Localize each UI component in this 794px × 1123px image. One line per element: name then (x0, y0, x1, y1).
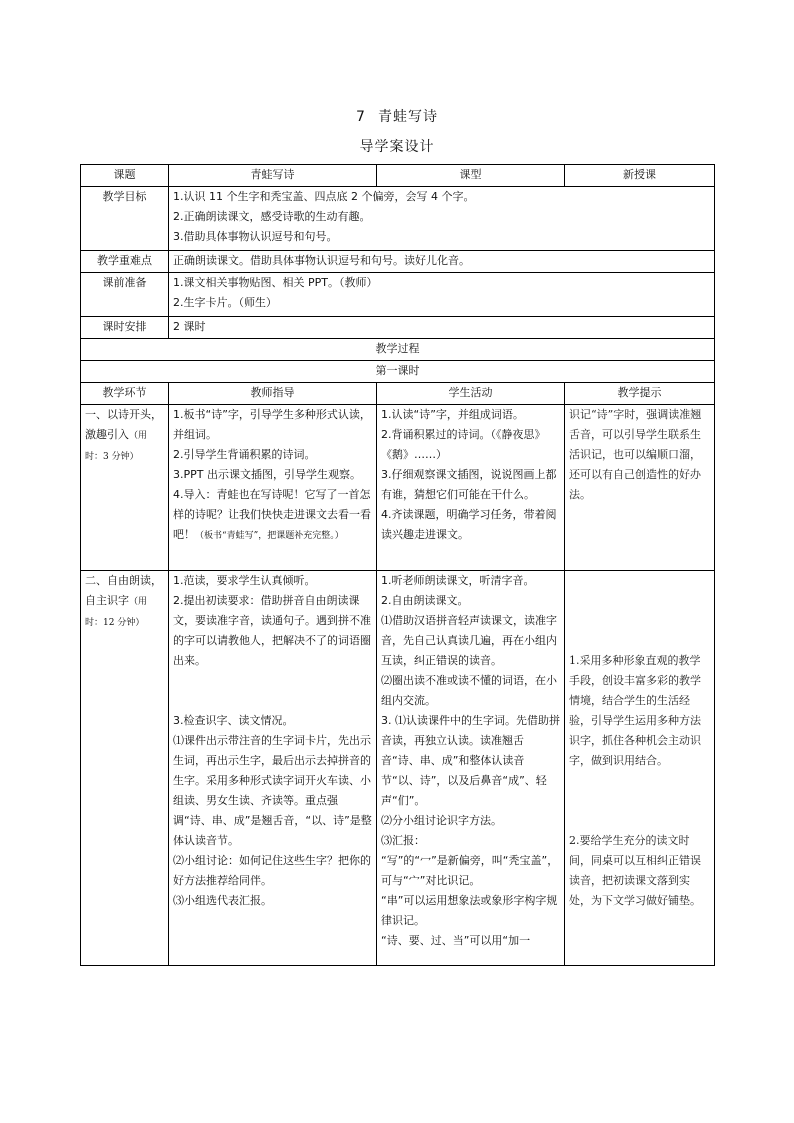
goal-item: 3.借助具体事物认识逗号和句号。 (173, 230, 338, 243)
goals-label: 教学目标 (81, 187, 169, 251)
stage2-name (81, 571, 169, 966)
teacher-step: 1.范读，要求学生认真倾听。 (173, 574, 316, 587)
teacher-step-note: （板书“青蛙写”，把课题补充完整。） (195, 531, 344, 541)
teacher-step: ⑴课件出示带注音的生字词卡片，先出示生词，再出示生字，最后出示去掉拼音的生字。采用多种形式读字词开火车读、小组读、男女生读、齐读等。重点强调“诗、串、成”是翘舌音，“以、诗”是整体认读音节。 (173, 734, 372, 847)
process-title-row (81, 339, 715, 361)
document-subtitle: 导学案设计 (359, 139, 435, 155)
teacher-step: ⑵小组讨论：如何记住这些生字？把你的好方法推荐给同伴。 (173, 854, 371, 887)
student-step: 4.齐读课题，明确学习任务，带着阅读兴趣走进课文。 (381, 508, 557, 541)
process-title: 教学过程 (81, 339, 715, 361)
prep-cell (169, 273, 715, 317)
stage1-student (377, 405, 565, 571)
goal-item: 1.认识 11 个生字和秃宝盖、四点底 2 个偏旁，会写 4 个字。 (173, 190, 475, 203)
stage2-duration: （用时：12 分钟） (85, 597, 148, 628)
column-header-row (81, 383, 715, 405)
prep-item: 1.课文相关事物贴图、相关 PPT。（教师） (173, 276, 378, 289)
student-step: 3. ⑴认读课件中的生字词。先借助拼音读，再独立认读。读准翘舌音“诗、串、成”和整体认读音节“以、诗”，以及后鼻音“成”、轻声“们”。 (381, 714, 560, 807)
teacher-step: 3.PPT 出示课文插图，引导学生观察。 (173, 468, 361, 481)
spacer (173, 671, 372, 691)
goals-cell (169, 187, 715, 251)
schedule-row (81, 317, 715, 339)
student-step: 3.仔细观察课文插图，说说图画上都有谁，猜想它们可能在干什么。 (381, 468, 557, 501)
stage1-name (81, 405, 169, 571)
lesson-title-row (81, 361, 715, 383)
student-step: ⑵圈出读不准或读不懂的词语，在小组内交流。 (381, 674, 557, 707)
prep-item: 2.生字卡片。（师生） (173, 296, 277, 309)
student-step: ⑵分小组讨论识字方法。 (381, 814, 502, 827)
stage2-tip: 2.要给学生充分的读文时间，同桌可以互相纠正错误读音，把初读课文落到实处，为下文学习做好铺垫。 (569, 834, 701, 907)
period-title: 第一课时 (81, 361, 715, 383)
key-points-label: 教学重难点 (81, 251, 169, 273)
spacer (569, 611, 710, 631)
lesson-name: 青蛙写诗 (377, 109, 438, 125)
lesson-number: 7 (356, 109, 366, 125)
teacher-step: ⑶小组选代表汇报。 (173, 894, 272, 907)
schedule-text: 2 课时 (169, 317, 715, 339)
column-header-stage: 教学环节 (81, 383, 169, 405)
spacer (173, 691, 372, 711)
key-points-text: 正确朗读课文。借助具体事物认识逗号和句号。读好儿化音。 (169, 251, 715, 273)
stage2-tips (565, 571, 715, 966)
stage2-tip: 1.采用多种形象直观的教学手段，创设丰富多彩的教学情境，结合学生的生活经验，引导学生运用多种方法识字，抓住各种机会主动识字，做到识用结合。 (569, 654, 701, 767)
column-header-tips: 教学提示 (565, 383, 715, 405)
type-value: 新授课 (565, 165, 715, 187)
prep-row (81, 273, 715, 317)
goals-row (81, 187, 715, 251)
stage2-student (377, 571, 565, 966)
stage1-title: 一、以诗开头，激趣引入 (85, 408, 162, 441)
teacher-step: 2.提出初读要求：借助拼音自由朗读课文，要读准字音，读通句子。遇到拼不准的字可以请教他人，把解决不了的词语圈出来。 (173, 594, 371, 667)
student-step: 1.认读“诗”字，并组成词语。 (381, 408, 524, 421)
teacher-step: 3.检查识字、读文情况。 (173, 714, 294, 727)
student-step: ⑶汇报： (381, 834, 425, 847)
student-step: “串”可以运用想象法或象形字构字规律识记。 (381, 894, 558, 927)
lesson-title (0, 106, 794, 126)
student-step: ⑴借助汉语拼音轻声读课文，读准字音，先自己认真读几遍，再在小组内互读，纠正错误的读音。 (381, 614, 557, 667)
stage1-tip: 识记“诗”字时，强调读准翘舌音，可以引导学生联系生活识记，也可以编顺口溜，还可以有自己创造性的好办法。 (565, 405, 715, 571)
teacher-step (173, 485, 372, 546)
student-step: 2.背诵积累过的诗词。（《静夜思》《鹅》……） (381, 428, 546, 461)
stage2-teacher (169, 571, 377, 966)
spacer (569, 811, 710, 831)
student-step: “诗、要、过、当”可以用“加一 (381, 934, 531, 947)
topic-label: 课题 (81, 165, 169, 187)
stage1-duration: （用时：3 分钟） (85, 431, 148, 462)
column-header-teacher: 教师指导 (169, 383, 377, 405)
teacher-step-text: 4.导入：青蛙也在写诗呢！它写了一首怎样的诗呢？让我们快快走进课文去看一看吧！ (173, 488, 371, 541)
lesson-plan-table (80, 164, 715, 966)
spacer (569, 571, 710, 591)
prep-label: 课前准备 (81, 273, 169, 317)
student-step: 2.自由朗读课文。 (381, 594, 469, 607)
spacer (569, 631, 710, 651)
teacher-step: 2.引导学生背诵积累的诗词。 (173, 448, 316, 461)
key-points-row (81, 251, 715, 273)
stage1-row (81, 405, 715, 571)
student-step: “写”的“冖”是新偏旁，叫“秃宝盖”，可与“宀”对比识记。 (381, 854, 559, 887)
spacer (569, 591, 710, 611)
topic-value: 青蛙写诗 (169, 165, 377, 187)
stage2-title: 二、自由朗读，自主识字 (85, 574, 162, 607)
stage2-row (81, 571, 715, 966)
teacher-step: 1.板书“诗”字，引导学生多种形式认读，并组词。 (173, 408, 371, 441)
spacer (569, 771, 710, 791)
student-step: 1.听老师朗读课文，听清字音。 (381, 574, 535, 587)
type-label: 课型 (377, 165, 565, 187)
column-header-student: 学生活动 (377, 383, 565, 405)
schedule-label: 课时安排 (81, 317, 169, 339)
goal-item: 2.正确朗读课文，感受诗歌的生动有趣。 (173, 210, 371, 223)
header-row (81, 165, 715, 187)
stage1-teacher (169, 405, 377, 571)
spacer (569, 791, 710, 811)
